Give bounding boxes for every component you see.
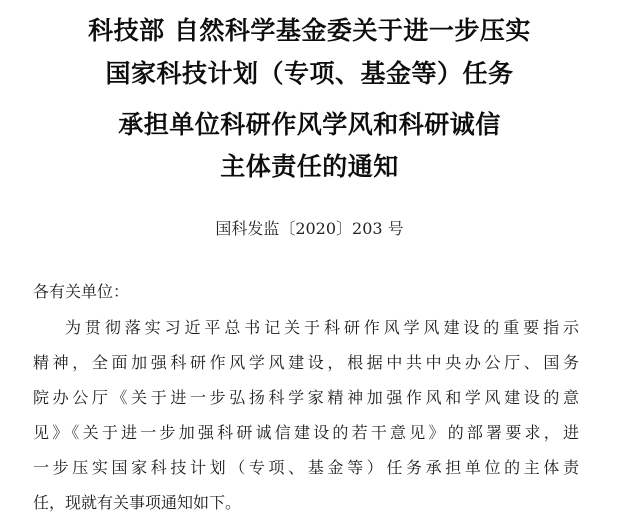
document-number: 国科发监〔2020〕203 号 <box>215 219 404 238</box>
body-text-line: 精神，全面加强科研作风学风建设，根据中共中央办公厅、国务 <box>33 353 579 372</box>
body-text-line: 为贯彻落实习近平总书记关于科研作风学风建设的重要指示 <box>65 318 579 337</box>
document-title-line-3: 承担单位科研作风学风和科研诚信 <box>118 110 501 139</box>
document-title-line-2: 国家科技计划（专项、基金等）任务 <box>105 59 514 88</box>
salutation: 各有关单位： <box>33 282 130 301</box>
body-text-line: 任，现就有关事项通知如下。 <box>33 493 242 512</box>
document-title-line-4: 主体责任的通知 <box>220 152 399 181</box>
body-text-line: 见》《关于进一步加强科研诚信建设的若干意见》的部署要求，进 <box>33 423 579 442</box>
body-text-line: 院办公厅《关于进一步弘扬科学家精神加强作风和学风建设的意 <box>33 388 579 407</box>
document-title-line-1: 科技部 自然科学基金委关于进一步压实 <box>88 16 531 45</box>
body-text-line: 一步压实国家科技计划（专项、基金等）任务承担单位的主体责 <box>33 458 579 477</box>
